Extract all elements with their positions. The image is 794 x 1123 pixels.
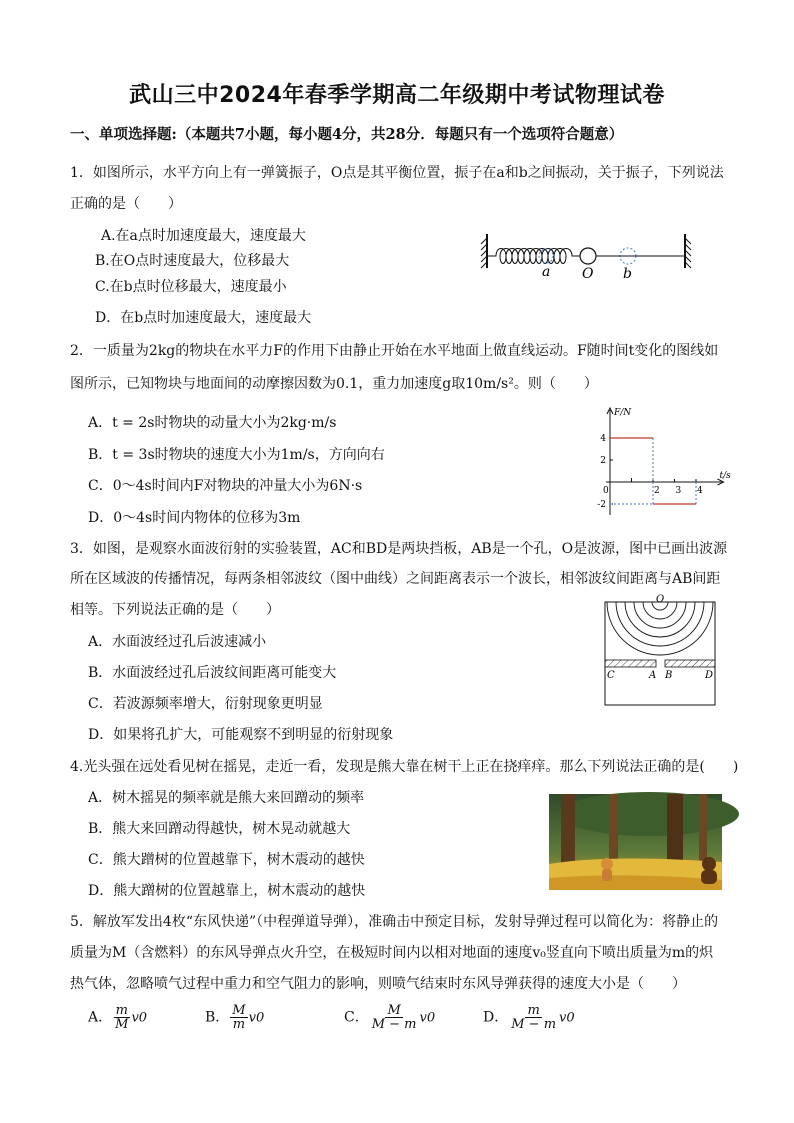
y-tick-label: 2 — [600, 456, 606, 466]
q3-option-a: A．水面波经过孔后波速减小 — [88, 634, 267, 650]
q5-option-c: C． $\frac{M}{M - m}$ v0 — [344, 1003, 436, 1032]
q3-option-b: B．水面波经过孔后波纹间距离可能变大 — [88, 665, 337, 681]
y-axis-label: F/N — [614, 408, 632, 418]
q4-option-c: C．熊大蹭树的位置越靠下，树木震动的越快 — [88, 852, 365, 868]
y-tick-label: 4 — [600, 434, 606, 444]
section-heading: 一、单项选择题:（本题共7小题，每小题4分，共28分．每题只有一个选项符合题意） — [70, 126, 624, 143]
x-tick-label: 3 — [675, 486, 682, 496]
q4-stem-line1: 4.光头强在远处看见树在摇晃，走近一看，发现是熊大靠在树干上正在挠痒痒。那么下列说法正确的是( ) — [70, 759, 739, 775]
q5-option-b: B． $\frac{M}{m}$ v0 — [205, 1003, 265, 1032]
x-tick-label: 2 — [654, 486, 660, 496]
wave-diffraction-figure — [604, 592, 716, 706]
label-C: C — [607, 670, 615, 681]
cartoon-forest-illustration — [549, 794, 722, 890]
barrier-BD — [665, 660, 715, 667]
q2-option-a: A．t = 2s时物块的动量大小为2kg·m/s — [88, 415, 337, 431]
q5-option-a: A． $\frac{m}{M}$ v0 — [88, 1003, 148, 1032]
label-A: A — [649, 670, 657, 681]
y-tick-label: -2 — [597, 500, 606, 510]
q3-stem-line1: 3．如图，是观察水面波衍射的实验装置，AC和BD是两块挡板，AB是一个孔，O是波源，图中已画出波源 — [70, 541, 728, 557]
q1-stem-line2: 正确的是（ ） — [70, 196, 182, 212]
oscillator-ball — [580, 248, 596, 264]
label-O: O — [582, 266, 594, 282]
q1-option-d: D．在b点时加速度最大，速度最大 — [95, 310, 312, 326]
q4-option-a: A．树木摇晃的频率就是熊大来回蹭动的频率 — [88, 790, 365, 806]
spring-coil — [487, 249, 580, 264]
q1-option-c: C.在b点时位移最大，速度最小 — [95, 279, 287, 295]
q2-stem-line1: 2．一质量为2kg的物块在水平力F的作用下由静止开始在水平地面上做直线运动。F随时间t变化的图线如 — [70, 343, 719, 359]
q2-option-d: D．0～4s时间内物体的位移为3m — [88, 510, 301, 526]
q5-stem-line3: 热气体，忽略喷气过程中重力和空气阻力的影响，则喷气结束时东风导弹获得的速度大小是（ ） — [70, 976, 686, 992]
x-axis-label: t/s — [719, 471, 731, 481]
q5-stem-line2: 质量为M（含燃料）的东风导弹点火升空，在极短时间内以相对地面的速度v₀竖直向下喷出质量为m的炽 — [70, 945, 714, 961]
force-time-chart — [588, 404, 731, 514]
label-B: B — [665, 670, 673, 681]
label-b: b — [623, 266, 632, 282]
spring-oscillator-figure — [478, 230, 698, 282]
label-O: O — [656, 594, 665, 605]
page-title: 武山三中2024年春季学期高二年级期中考试物理试卷 — [129, 83, 665, 108]
barrier-AC — [605, 660, 656, 667]
q3-stem-line3: 相等。下列说法正确的是（ ） — [70, 602, 280, 618]
x-tick-label: 4 — [697, 486, 703, 496]
q5-option-d: D． $\frac{m}{M - m}$ v0 — [483, 1003, 575, 1032]
q4-option-b: B．熊大来回蹭动得越快，树木晃动就越大 — [88, 821, 351, 837]
q3-option-c: C．若波源频率增大，衍射现象更明显 — [88, 696, 323, 712]
q2-option-c: C．0～4s时间内F对物块的冲量大小为6N·s — [88, 478, 363, 494]
x-tick-label: 0 — [603, 486, 609, 496]
q1-option-b: B.在O点时速度最大，位移最大 — [95, 253, 290, 269]
label-D: D — [705, 670, 714, 681]
q1-option-a: A.在a点时加速度最大，速度最大 — [101, 228, 306, 244]
label-a: a — [542, 264, 551, 280]
q2-option-b: B．t = 3s时物块的速度大小为1m/s，方向向右 — [88, 447, 385, 463]
q3-option-d: D．如果将孔扩大，可能观察不到明显的衍射现象 — [88, 727, 394, 743]
q1-stem-line1: 1．如图所示，水平方向上有一弹簧振子，O点是其平衡位置，振子在a和b之间振动，关于振子，下列说法 — [70, 165, 724, 181]
q3-stem-line2: 所在区域波的传播情况，每两条相邻波纹（图中曲线）之间距离表示一个波长，相邻波纹间距离与AB间距 — [70, 571, 721, 587]
q5-stem-line1: 5．解放军发出4枚“东风快递”（中程弹道导弹），准确击中预定目标，发射导弹过程可以简化为：将静止的 — [70, 914, 719, 930]
q2-stem-line2: 图所示，已知物块与地面间的动摩擦因数为0.1，重力加速度g取10m/s²。则（ ） — [70, 376, 598, 392]
q4-option-d: D．熊大蹭树的位置越靠上，树木震动的越快 — [88, 883, 366, 899]
